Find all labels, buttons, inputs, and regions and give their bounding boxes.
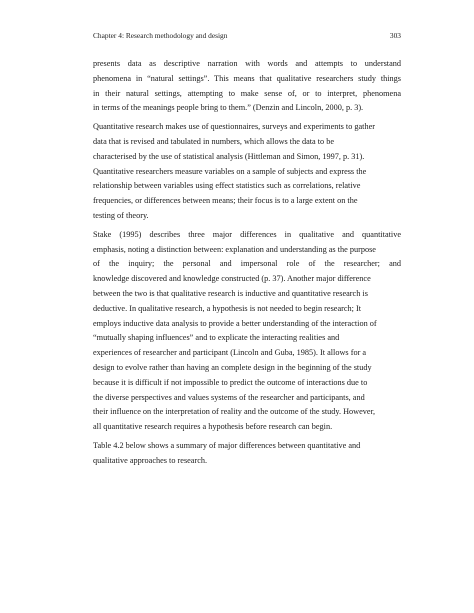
text-line: because it is difficult if not impossible to predict the outcome of interactions due to	[93, 377, 368, 387]
text-line: data that is revised and tabulated in numbers, which allows the data to be	[93, 136, 335, 146]
text-line: presents data as descriptive narration with words and attempts to understand	[93, 59, 401, 68]
page-number: 303	[389, 31, 401, 40]
text-line: knowledge discovered and knowledge constructed (p. 37). Another major difference	[93, 274, 371, 284]
text-line: the diverse perspectives and values systems of the researcher and participants, and	[93, 392, 365, 402]
text-line: their influence on the interpretation of reality and the outcome of the study. However,	[93, 407, 376, 417]
text-line: of the inquiry; the personal and impersonal role of the researcher; and	[93, 259, 401, 269]
text-line: employs inductive data analysis to provide a better understanding of the interaction of	[93, 318, 377, 328]
text-line: frequencies, or differences between means; their focus is to a large extent on the	[93, 196, 358, 206]
text-line: between the two is that qualitative research is inductive and quantitative research is	[93, 288, 368, 298]
text-line: “mutually shaping influences” and to explicate the interacting realities and	[93, 333, 340, 343]
text-line: Stake (1995) describes three major differences in qualitative and quantitative	[93, 229, 401, 239]
text-line: relationship between variables using effect statistics such as correlations, relative	[93, 181, 361, 191]
text-line: Quantitative research makes use of questionnaires, surveys and experiments to gather	[93, 122, 376, 132]
text-line: Quantitative researchers measure variables on a sample of subjects and express the	[93, 166, 367, 176]
text-line: Table 4.2 below shows a summary of major differences between quantitative and	[93, 440, 361, 450]
text-line: qualitative approaches to research.	[93, 455, 208, 465]
text-line: experiences of researcher and participant (Lincoln and Guba, 1985). It allows for a	[93, 348, 367, 358]
paragraph	[93, 120, 401, 224]
text-line: characterised by the use of statistical analysis (Hittleman and Simon, 1997, p. 31).	[93, 151, 365, 161]
text-line: in terms of the meanings people bring to them.” (Denzin and Lincoln, 2000, p. 3).	[93, 103, 364, 113]
text-line: emphasis, noting a distinction between: explanation and understanding as the purpose	[93, 244, 376, 254]
text-line: testing of theory.	[93, 210, 149, 220]
running-header	[93, 30, 401, 42]
text-line: deductive. In qualitative research, a hypothesis is not needed to begin research; It	[93, 303, 362, 313]
body-text	[93, 57, 401, 473]
chapter-title: Chapter 4: Research methodology and design	[93, 31, 228, 40]
paragraph	[93, 57, 401, 116]
paragraph	[93, 228, 401, 435]
text-line: phenomena in “natural settings”. This means that qualitative researchers study things	[93, 73, 401, 83]
paragraph	[93, 439, 401, 469]
text-line: design to evolve rather than having an complete design in the beginning of the study	[93, 362, 372, 372]
text-line: in their natural settings, attempting to make sense of, or to interpret, phenomena	[93, 88, 401, 98]
text-line: all quantitative research requires a hypothesis before research can begin.	[93, 422, 333, 432]
